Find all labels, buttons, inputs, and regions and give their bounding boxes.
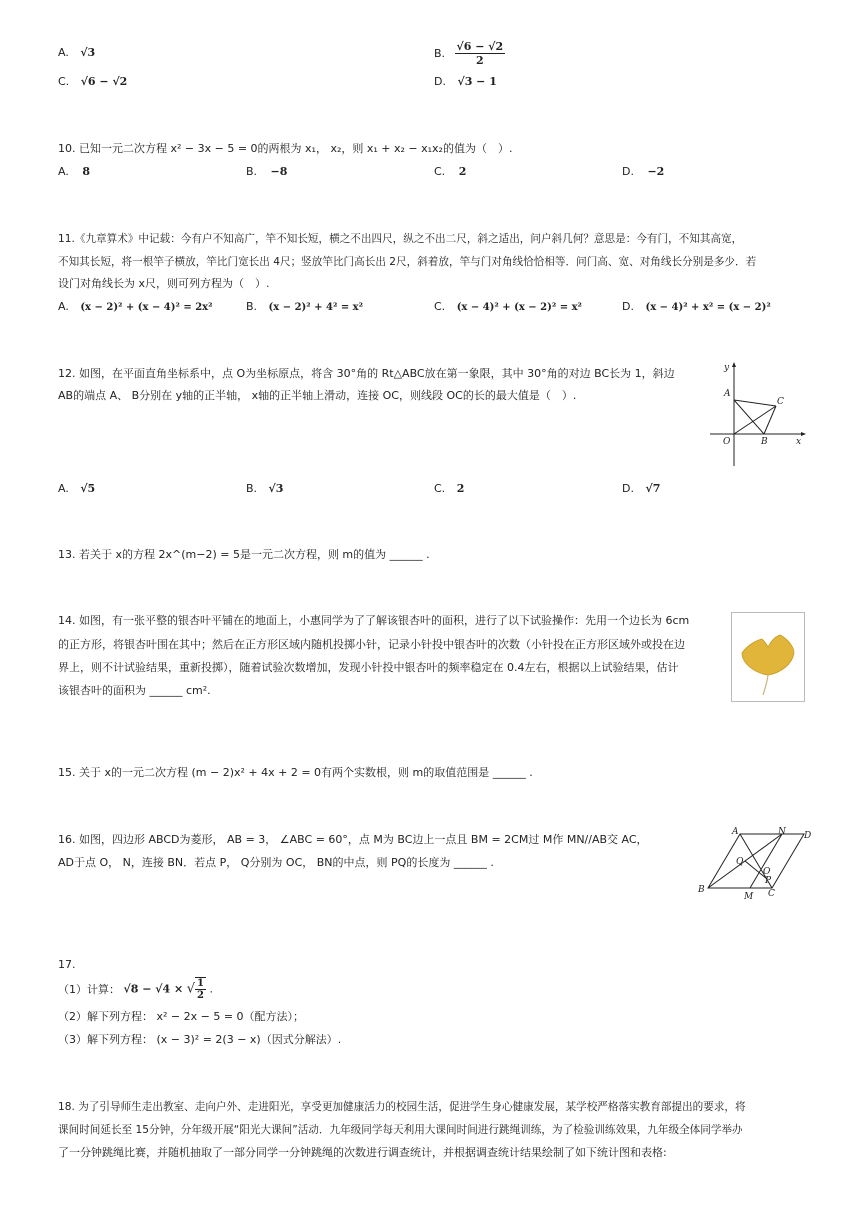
q11-line3: 设门对角线长为 x尺，则可列方程为（ ）.	[58, 277, 270, 290]
option-expr: √3	[80, 46, 96, 59]
q14-line4: 该银杏叶的面积为 ______ cm².	[58, 684, 211, 697]
fraction-numerator: 1	[197, 978, 204, 989]
label-c: C	[777, 397, 784, 407]
q11-line1: 11.《九章算术》中记载：今有户不知高广，竿不知长短，横之不出四尺，纵之不出二尺，斜之适出，问户斜几何？意思是：今有门，不知其高宽，	[58, 233, 743, 245]
option-label: B.	[246, 300, 258, 313]
q12-option-a	[58, 482, 95, 495]
q12-option-c	[434, 482, 464, 495]
label-y: y	[724, 363, 730, 373]
option-expr: 8	[82, 165, 90, 178]
q18-line2: 课间时间延长至 15分钟，分年级开展“阳光大课间”活动．九年级同学每天利用大课间时间进行跳绳训练，为了检验训练效果，九年级全体同学举办	[58, 1124, 743, 1136]
option-expr: √3 − 1	[457, 75, 497, 88]
option-label: D.	[622, 482, 634, 495]
label-o: O	[723, 437, 731, 447]
label-p: P	[765, 876, 772, 886]
option-expr: (x − 4)² + x² = (x − 2)²	[645, 302, 771, 313]
q17-part1	[58, 977, 213, 1001]
option-label: D.	[622, 165, 634, 178]
q17-part2: （2）解下列方程： x² − 2x − 5 = 0（配方法）；	[58, 1010, 305, 1023]
label-b: B	[761, 437, 768, 447]
q16-rhombus-figure	[694, 824, 812, 902]
q18-line1: 18. 为了引导师生走出教室、走向户外、走进阳光，享受更加健康活力的校园生活，促进学生身心健康发展，某学校严格落实教育部提出的要求，将	[58, 1101, 746, 1113]
label-d: D	[804, 831, 812, 841]
option-label: B.	[246, 165, 258, 178]
option-expr: −2	[647, 165, 665, 178]
option-expr: −8	[270, 165, 288, 178]
q12-line2: AB的端点 A、 B分别在 y轴的正半轴， x轴的正半轴上滑动，连接 OC，则线段 OC的长的最大值是（ ）.	[58, 389, 577, 402]
q10-option-d	[622, 165, 664, 178]
segment-ac	[734, 400, 776, 406]
label-a: A	[732, 827, 739, 837]
option-label: A.	[58, 46, 69, 59]
q12-line1: 12. 如图，在平面直角坐标系中，点 O为坐标原点，将含 30°角的 Rt△ABC放在第一象限，其中 30°角的对边 BC长为 1，斜边	[58, 367, 675, 380]
option-expr: (x − 2)² + (x − 4)² = 2x²	[80, 302, 213, 313]
q14-line3: 界上，则不计试验结果，重新投掷），随着试验次数增加，发现小针投中银杏叶的频率稳定在 0.4左右，根据以上试验结果，估计	[58, 661, 679, 674]
label-x: x	[796, 437, 802, 447]
q12-option-b	[246, 482, 283, 495]
label-n: N	[778, 827, 786, 837]
x-axis-arrow	[801, 432, 806, 436]
option-fraction	[455, 40, 506, 67]
option-expr: (x − 4)² + (x − 2)² = x²	[456, 302, 582, 313]
option-expr: √3	[268, 482, 284, 495]
q11-option-c	[434, 300, 582, 313]
ginkgo-leaf-image	[731, 612, 805, 702]
ginkgo-leaf-icon	[732, 613, 804, 701]
q13-text: 13. 若关于 x的方程 2x^(m−2) = 5是一元二次方程，则 m的值为 ______ .	[58, 548, 430, 561]
q15-text: 15. 关于 x的一元二次方程 (m − 2)x² + 4x + 2 = 0有两个实数根，则 m的取值范围是 ______ .	[58, 766, 533, 779]
q14-line2: 的正方形，将银杏叶围在其中；然后在正方形区域内随机投掷小针，记录小针投中银杏叶的次数（小针投在正方形区域外或投在边	[58, 638, 685, 651]
q9-option-a	[58, 46, 95, 59]
label-q: Q	[736, 857, 744, 867]
label-c: C	[768, 889, 775, 899]
q12-coordinate-figure	[706, 358, 810, 470]
label-m: M	[744, 892, 754, 902]
option-expr: √6 − √2	[80, 75, 128, 88]
option-label: D.	[434, 75, 446, 88]
option-label: C.	[434, 165, 446, 178]
q11-option-a	[58, 300, 213, 313]
option-expr: 2	[456, 482, 465, 495]
option-label: C.	[58, 75, 70, 88]
option-label: A.	[58, 165, 69, 178]
option-label: C.	[434, 482, 446, 495]
q11-option-d	[622, 300, 771, 313]
q12-option-d	[622, 482, 660, 495]
sqrt-sign-icon: √	[186, 981, 195, 997]
option-expr: √5	[80, 482, 96, 495]
q16-line1: 16. 如图，四边形 ABCD为菱形， AB = 3， ∠ABC = 60°，点 M为 BC边上一点且 BM = 2CM过 M作 MN//AB交 AC，	[58, 833, 648, 846]
option-label: A.	[58, 300, 69, 313]
q14-line1: 14. 如图，有一张平整的银杏叶平铺在的地面上，小惠同学为了了解该银杏叶的面积，进行了以下试验操作：先用一个边长为 6cm	[58, 614, 690, 627]
fraction-numerator: √6 − √2	[456, 40, 504, 53]
option-label: A.	[58, 482, 69, 495]
option-label: B.	[434, 47, 446, 60]
label-a: A	[724, 389, 731, 399]
q11-option-b	[246, 300, 363, 313]
option-label: C.	[434, 300, 446, 313]
option-expr: (x − 2)² + 4² = x²	[268, 302, 364, 313]
option-expr: 2	[458, 165, 467, 178]
q9-option-d	[434, 75, 497, 88]
fraction-denominator: 2	[197, 990, 204, 1001]
q17-part3: （3）解下列方程： (x − 3)² = 2(3 − x)（因式分解法）.	[58, 1033, 342, 1046]
q17-number: 17.	[58, 958, 76, 971]
part1-suffix: .	[209, 982, 213, 996]
q10-option-b	[246, 165, 287, 178]
q9-option-c	[58, 75, 127, 88]
part1-fraction	[195, 977, 206, 1001]
q16-line2: AD于点 O， N，连接 BN．若点 P， Q分别为 OC， BN的中点，则 PQ的长度为 ______ .	[58, 856, 494, 869]
option-expr: √7	[645, 482, 661, 495]
option-label: D.	[622, 300, 634, 313]
q10-option-a	[58, 165, 90, 178]
q11-line2: 不知其长短，将一根竿子横放，竿比门宽长出 4尺；竖放竿比门高长出 2尺，斜着放，竿与门对角线恰恰相等．问门高、宽、对角线长分别是多少．若	[58, 256, 757, 268]
q10-option-c	[434, 165, 466, 178]
part1-prefix: （1）计算：	[58, 983, 120, 996]
q10-text: 10. 已知一元二次方程 x² − 3x − 5 = 0的两根为 x₁， x₂，则 x₁ + x₂ − x₁x₂的值为（ ）.	[58, 142, 513, 155]
q18-line3: 了一分钟跳绳比赛，并随机抽取了一部分同学一分钟跳绳的次数进行调查统计，并根据调查统计结果绘制了如下统计图和表格:	[58, 1146, 667, 1159]
label-b: B	[698, 885, 705, 895]
label-o: O	[763, 867, 771, 877]
fraction-denominator: 2	[476, 54, 484, 67]
y-axis-arrow	[732, 362, 736, 367]
part1-expr: √8 − √4 ×	[123, 982, 184, 996]
q9-option-b	[434, 40, 505, 67]
option-label: B.	[246, 482, 258, 495]
